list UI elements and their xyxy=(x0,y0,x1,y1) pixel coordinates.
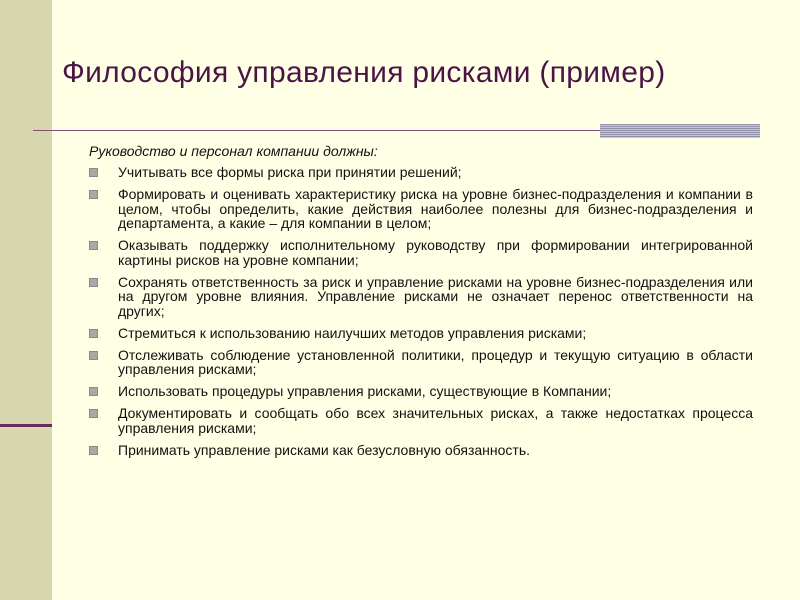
title-divider xyxy=(33,130,600,131)
list-item-text: Формировать и оценивать характеристику риска на уровне бизнес-подразделения и компании в целом, чтобы определить, какие действия наиболее полезны для бизнес-подразделения и департамента, а какие – для компании в целом; xyxy=(118,186,753,231)
square-bullet-icon xyxy=(89,409,98,418)
list-item-text: Документировать и сообщать обо всех значительных рисках, а также недостатках процесса управления рисками; xyxy=(118,405,753,436)
slide-title: Философия управления рисками (пример) xyxy=(62,56,666,89)
list-item-text: Учитывать все формы риска при принятии решений; xyxy=(118,164,462,180)
square-bullet-icon xyxy=(89,278,98,287)
list-item xyxy=(89,443,753,458)
square-bullet-icon xyxy=(89,241,98,250)
list-item xyxy=(89,238,753,267)
list-item-text: Стремиться к использованию наилучших методов управления рисками; xyxy=(118,324,587,341)
list-item xyxy=(89,326,753,341)
square-bullet-icon xyxy=(89,351,98,360)
list-item-text: Отслеживать соблюдение установленной политики, процедур и текущую ситуацию в области управления рисками; xyxy=(118,346,753,377)
list-item-text: Использовать процедуры управления рисками, существующие в Компании; xyxy=(118,383,612,399)
list-item xyxy=(89,275,753,319)
list-item xyxy=(89,348,753,377)
title-accent-block xyxy=(600,124,760,138)
square-bullet-icon xyxy=(89,387,98,396)
list-item-text: Принимать управление рисками как безусловную обязанность. xyxy=(118,441,531,458)
list-item-text: Сохранять ответственность за риск и управление рисками на уровне бизнес-подразделения или на другом уровне влияния. Управление рисками не означает перенос ответственности на других; xyxy=(118,273,753,319)
list-item-text: Оказывать поддержку исполнительному руководству при формировании интегрированной картины рисков на уровне компании; xyxy=(118,237,753,268)
list-item xyxy=(89,165,753,180)
left-sidebar-bar xyxy=(0,0,52,600)
intro-text: Руководство и персонал компании должны: xyxy=(89,143,378,159)
square-bullet-icon xyxy=(89,190,98,199)
list-item xyxy=(89,384,753,399)
square-bullet-icon xyxy=(89,446,98,455)
square-bullet-icon xyxy=(89,168,98,177)
list-item xyxy=(89,187,753,231)
sidebar-accent-line xyxy=(0,424,52,427)
list-item xyxy=(89,406,753,435)
slide-body xyxy=(89,143,753,465)
bullet-list xyxy=(89,165,753,457)
square-bullet-icon xyxy=(89,329,98,338)
